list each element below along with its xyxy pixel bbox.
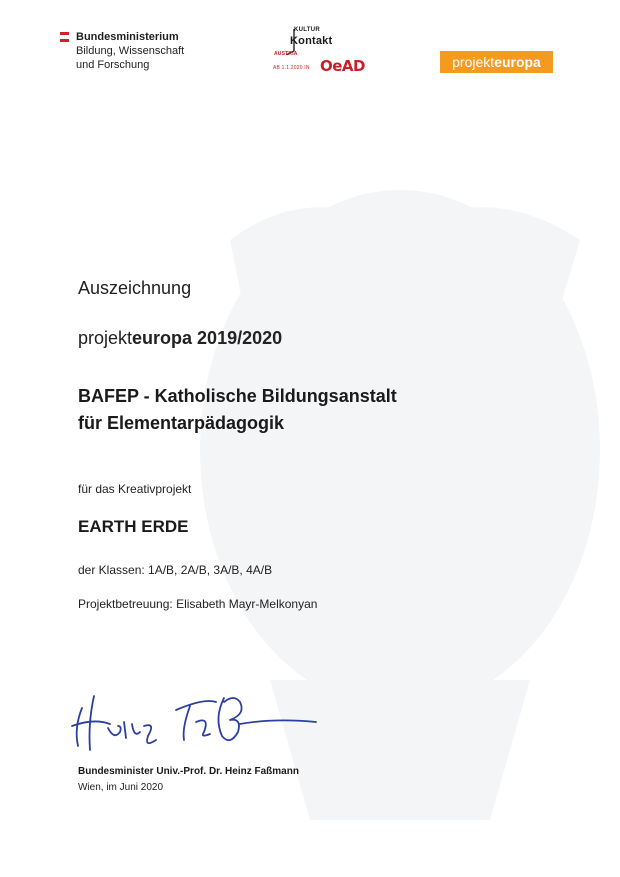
school-name-line2: für Elementarpädagogik [78, 413, 285, 433]
projekteuropa-logo-part2: europa [494, 54, 541, 70]
projekteuropa-logo-part1: projekt [452, 54, 495, 70]
for-project-label: für das Kreativprojekt [78, 482, 192, 496]
kontakt-label: Kontakt [290, 35, 333, 47]
program-title [78, 328, 282, 349]
award-title: Auszeichnung [78, 278, 192, 298]
program-bold: europa 2019/2020 [132, 328, 283, 348]
projekteuropa-logo [440, 51, 553, 73]
kultur-label: KULTUR [294, 27, 321, 33]
since-label: AB 1.1.2020 IN [273, 65, 310, 71]
ministry-name-line1: Bundesministerium [76, 31, 179, 43]
program-prefix: projekt [78, 328, 133, 348]
school-name [78, 383, 397, 437]
ministry-name-line3: und Forschung [76, 59, 150, 71]
place-date: Wien, im Juni 2020 [78, 782, 164, 793]
kulturkontakt-logo [272, 27, 365, 77]
austria-flag-icon [60, 32, 69, 42]
austria-label: AUSTRIA [274, 51, 298, 57]
signature-icon [64, 688, 324, 758]
supervisor-line: Projektbetreuung: Elisabeth Mayr-Melkonyan [78, 597, 318, 611]
ministry-name-line2: Bildung, Wissenschaft [76, 45, 185, 57]
signer-name: Bundesminister Univ.-Prof. Dr. Heinz Faßmann [78, 766, 299, 777]
oead-label: OeAD [320, 57, 365, 75]
project-title: EARTH ERDE [78, 517, 189, 536]
classes-line: der Klassen: 1A/B, 2A/B, 3A/B, 4A/B [78, 563, 273, 577]
school-name-line1: BAFEP - Katholische Bildungsanstalt [78, 386, 397, 406]
